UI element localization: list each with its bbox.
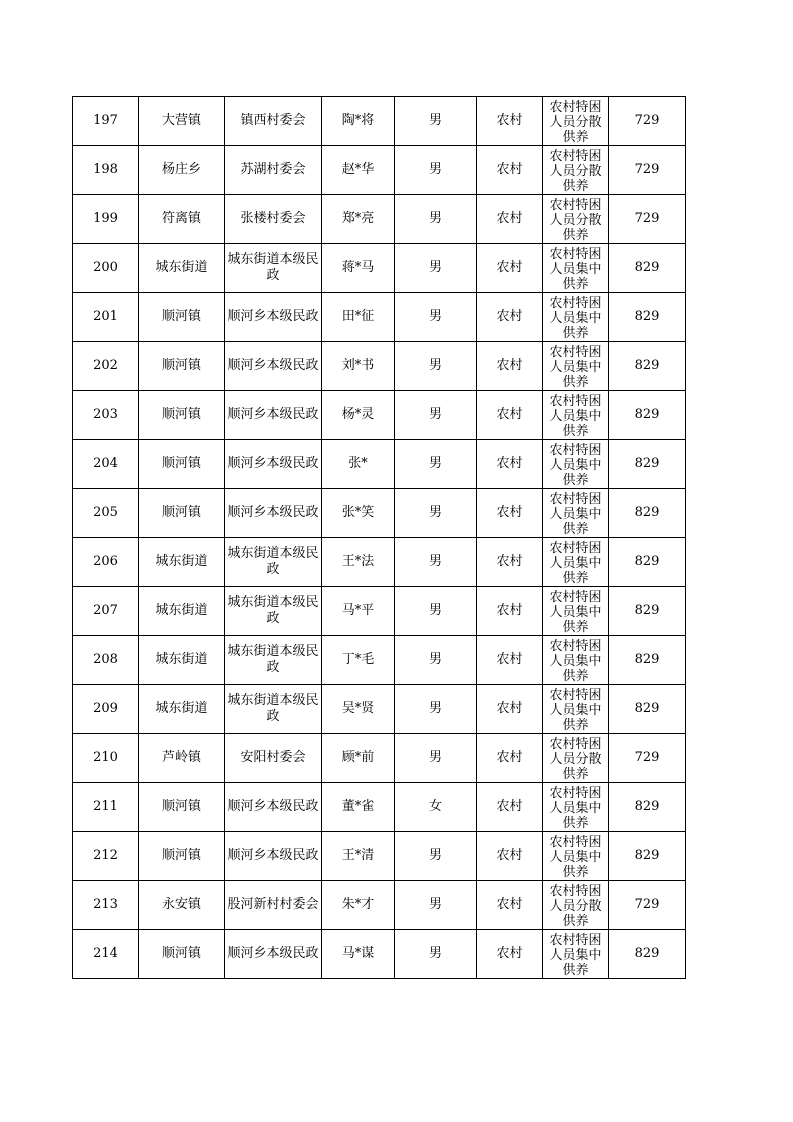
- village-cell: 苏湖村委会: [225, 146, 322, 195]
- category-cell: [543, 244, 609, 293]
- town-cell: 城东街道: [139, 685, 225, 734]
- town-cell: 城东街道: [139, 538, 225, 587]
- town-cell: 永安镇: [139, 881, 225, 930]
- gender-cell: 男: [395, 685, 477, 734]
- category-cell: [543, 342, 609, 391]
- town-cell: 城东街道: [139, 587, 225, 636]
- amount-cell: 829: [609, 832, 686, 881]
- village-cell: 张楼村委会: [225, 195, 322, 244]
- row-number-cell: 206: [73, 538, 139, 587]
- village-cell: 股河新村村委会: [225, 881, 322, 930]
- category-text: 农村特困人员集中供养: [549, 247, 602, 292]
- table-row: [73, 636, 686, 685]
- gender-cell: 男: [395, 244, 477, 293]
- table-row: [73, 244, 686, 293]
- category-cell: [543, 97, 609, 146]
- town-cell: 顺河镇: [139, 440, 225, 489]
- town-cell: 杨庄乡: [139, 146, 225, 195]
- category-cell: [543, 881, 609, 930]
- amount-cell: 829: [609, 636, 686, 685]
- gender-cell: 男: [395, 97, 477, 146]
- category-cell: [543, 783, 609, 832]
- name-cell: 王*法: [322, 538, 395, 587]
- residence-cell: 农村: [477, 538, 543, 587]
- residence-cell: 农村: [477, 930, 543, 979]
- category-text: 农村特困人员分散供养: [549, 149, 602, 194]
- category-cell: [543, 195, 609, 244]
- row-number-cell: 214: [73, 930, 139, 979]
- category-text: 农村特困人员集中供养: [549, 688, 602, 733]
- amount-cell: 829: [609, 930, 686, 979]
- name-cell: 朱*才: [322, 881, 395, 930]
- table-row: [73, 783, 686, 832]
- gender-cell: 男: [395, 734, 477, 783]
- amount-cell: 829: [609, 342, 686, 391]
- category-cell: [543, 685, 609, 734]
- town-cell: 顺河镇: [139, 489, 225, 538]
- gender-cell: 男: [395, 538, 477, 587]
- town-cell: 顺河镇: [139, 293, 225, 342]
- amount-cell: 829: [609, 538, 686, 587]
- village-cell: 顺河乡本级民政: [225, 832, 322, 881]
- residence-cell: 农村: [477, 342, 543, 391]
- category-cell: [543, 587, 609, 636]
- category-text: 农村特困人员分散供养: [549, 198, 602, 243]
- gender-cell: 男: [395, 930, 477, 979]
- amount-cell: 829: [609, 489, 686, 538]
- amount-cell: 729: [609, 734, 686, 783]
- residence-cell: 农村: [477, 146, 543, 195]
- village-cell: 顺河乡本级民政: [225, 783, 322, 832]
- row-number-cell: 207: [73, 587, 139, 636]
- row-number-cell: 211: [73, 783, 139, 832]
- gender-cell: 男: [395, 881, 477, 930]
- table-body: [73, 97, 686, 979]
- category-text: 农村特困人员集中供养: [549, 345, 602, 390]
- category-text: 农村特困人员集中供养: [549, 590, 602, 635]
- row-number-cell: 201: [73, 293, 139, 342]
- town-cell: 顺河镇: [139, 832, 225, 881]
- amount-cell: 829: [609, 440, 686, 489]
- table-row: [73, 538, 686, 587]
- row-number-cell: 199: [73, 195, 139, 244]
- category-text: 农村特困人员分散供养: [549, 737, 602, 782]
- category-cell: [543, 391, 609, 440]
- row-number-cell: 210: [73, 734, 139, 783]
- amount-cell: 729: [609, 195, 686, 244]
- name-cell: 刘*书: [322, 342, 395, 391]
- table-row: [73, 440, 686, 489]
- row-number-cell: 197: [73, 97, 139, 146]
- name-cell: 王*清: [322, 832, 395, 881]
- row-number-cell: 208: [73, 636, 139, 685]
- gender-cell: 男: [395, 440, 477, 489]
- amount-cell: 729: [609, 146, 686, 195]
- category-cell: [543, 832, 609, 881]
- row-number-cell: 202: [73, 342, 139, 391]
- name-cell: 蒋*马: [322, 244, 395, 293]
- table-row: [73, 391, 686, 440]
- row-number-cell: 205: [73, 489, 139, 538]
- category-cell: [543, 146, 609, 195]
- category-text: 农村特困人员集中供养: [549, 443, 602, 488]
- village-cell: 顺河乡本级民政: [225, 489, 322, 538]
- row-number-cell: 198: [73, 146, 139, 195]
- category-cell: [543, 489, 609, 538]
- town-cell: 芦岭镇: [139, 734, 225, 783]
- name-cell: 赵*华: [322, 146, 395, 195]
- category-text: 农村特困人员分散供养: [549, 100, 602, 145]
- village-cell: 城东街道本级民政: [225, 587, 322, 636]
- row-number-cell: 213: [73, 881, 139, 930]
- name-cell: 陶*将: [322, 97, 395, 146]
- residence-cell: 农村: [477, 685, 543, 734]
- row-number-cell: 212: [73, 832, 139, 881]
- table-row: [73, 930, 686, 979]
- name-cell: 张*: [322, 440, 395, 489]
- residence-cell: 农村: [477, 881, 543, 930]
- gender-cell: 男: [395, 587, 477, 636]
- name-cell: 董*雀: [322, 783, 395, 832]
- gender-cell: 男: [395, 391, 477, 440]
- table-row: [73, 342, 686, 391]
- table-row: [73, 587, 686, 636]
- gender-cell: 男: [395, 832, 477, 881]
- village-cell: 顺河乡本级民政: [225, 391, 322, 440]
- residence-cell: 农村: [477, 391, 543, 440]
- village-cell: 城东街道本级民政: [225, 538, 322, 587]
- category-cell: [543, 636, 609, 685]
- category-text: 农村特困人员集中供养: [549, 835, 602, 880]
- residence-cell: 农村: [477, 783, 543, 832]
- table-row: [73, 832, 686, 881]
- category-cell: [543, 930, 609, 979]
- town-cell: 符离镇: [139, 195, 225, 244]
- row-number-cell: 200: [73, 244, 139, 293]
- category-text: 农村特困人员集中供养: [549, 639, 602, 684]
- category-cell: [543, 440, 609, 489]
- category-text: 农村特困人员集中供养: [549, 492, 602, 537]
- table-row: [73, 489, 686, 538]
- category-cell: [543, 538, 609, 587]
- row-number-cell: 209: [73, 685, 139, 734]
- village-cell: 顺河乡本级民政: [225, 342, 322, 391]
- village-cell: 城东街道本级民政: [225, 685, 322, 734]
- village-cell: 顺河乡本级民政: [225, 440, 322, 489]
- residence-cell: 农村: [477, 293, 543, 342]
- town-cell: 城东街道: [139, 636, 225, 685]
- amount-cell: 729: [609, 881, 686, 930]
- village-cell: 安阳村委会: [225, 734, 322, 783]
- gender-cell: 男: [395, 146, 477, 195]
- name-cell: 杨*灵: [322, 391, 395, 440]
- town-cell: 顺河镇: [139, 930, 225, 979]
- category-text: 农村特困人员分散供养: [549, 884, 602, 929]
- village-cell: 顺河乡本级民政: [225, 293, 322, 342]
- town-cell: 城东街道: [139, 244, 225, 293]
- name-cell: 吴*贤: [322, 685, 395, 734]
- row-number-cell: 203: [73, 391, 139, 440]
- gender-cell: 男: [395, 636, 477, 685]
- residence-cell: 农村: [477, 734, 543, 783]
- residence-cell: 农村: [477, 636, 543, 685]
- name-cell: 张*笑: [322, 489, 395, 538]
- town-cell: 顺河镇: [139, 783, 225, 832]
- category-text: 农村特困人员集中供养: [549, 933, 602, 978]
- table-row: [73, 685, 686, 734]
- residence-cell: 农村: [477, 587, 543, 636]
- gender-cell: 男: [395, 195, 477, 244]
- amount-cell: 829: [609, 391, 686, 440]
- amount-cell: 829: [609, 587, 686, 636]
- table-row: [73, 195, 686, 244]
- residence-cell: 农村: [477, 489, 543, 538]
- name-cell: 田*征: [322, 293, 395, 342]
- name-cell: 郑*亮: [322, 195, 395, 244]
- category-text: 农村特困人员集中供养: [549, 394, 602, 439]
- table-row: [73, 293, 686, 342]
- village-cell: 城东街道本级民政: [225, 636, 322, 685]
- village-cell: 顺河乡本级民政: [225, 930, 322, 979]
- category-text: 农村特困人员集中供养: [549, 296, 602, 341]
- village-cell: 镇西村委会: [225, 97, 322, 146]
- town-cell: 顺河镇: [139, 342, 225, 391]
- table-row: [73, 97, 686, 146]
- gender-cell: 女: [395, 783, 477, 832]
- residence-cell: 农村: [477, 440, 543, 489]
- amount-cell: 829: [609, 783, 686, 832]
- category-cell: [543, 734, 609, 783]
- amount-cell: 829: [609, 244, 686, 293]
- category-text: 农村特困人员集中供养: [549, 541, 602, 586]
- gender-cell: 男: [395, 293, 477, 342]
- gender-cell: 男: [395, 342, 477, 391]
- name-cell: 丁*毛: [322, 636, 395, 685]
- gender-cell: 男: [395, 489, 477, 538]
- amount-cell: 829: [609, 293, 686, 342]
- records-table: [72, 96, 686, 979]
- town-cell: 顺河镇: [139, 391, 225, 440]
- category-text: 农村特困人员集中供养: [549, 786, 602, 831]
- name-cell: 顾*前: [322, 734, 395, 783]
- row-number-cell: 204: [73, 440, 139, 489]
- table-row: [73, 146, 686, 195]
- village-cell: 城东街道本级民政: [225, 244, 322, 293]
- residence-cell: 农村: [477, 195, 543, 244]
- amount-cell: 729: [609, 97, 686, 146]
- name-cell: 马*谋: [322, 930, 395, 979]
- category-cell: [543, 293, 609, 342]
- table-row: [73, 881, 686, 930]
- amount-cell: 829: [609, 685, 686, 734]
- table-row: [73, 734, 686, 783]
- residence-cell: 农村: [477, 244, 543, 293]
- town-cell: 大营镇: [139, 97, 225, 146]
- residence-cell: 农村: [477, 97, 543, 146]
- residence-cell: 农村: [477, 832, 543, 881]
- name-cell: 马*平: [322, 587, 395, 636]
